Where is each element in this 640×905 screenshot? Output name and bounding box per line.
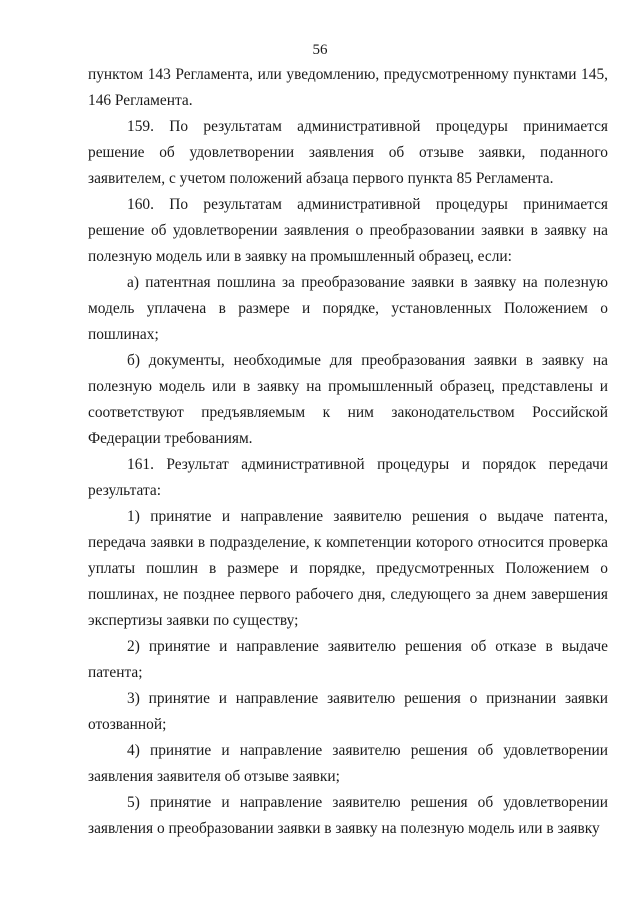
paragraph-161-1: 1) принятие и направление заявителю решения о выдаче патента, передача заявки в подразделение, к компетенции которого относится проверка уплаты пошлин в размере и порядке, предусмотренных Положением о пошлинах, не позднее первого рабочего дня, следующего за днем завершения экспертизы заявки по существу; (88, 508, 608, 629)
paragraph-161: 161. Результат административной процедуры и порядок передачи результата: (88, 456, 608, 499)
paragraph-continuation: пунктом 143 Регламента, или уведомлению, предусмотренному пунктами 145, 146 Регламента. (88, 66, 608, 109)
paragraph-161-4: 4) принятие и направление заявителю решения об удовлетворении заявления заявителя об отзыве заявки; (88, 742, 608, 785)
paragraph-159: 159. По результатам административной процедуры принимается решение об удовлетворении заявления об отзыве заявки, поданного заявителем, с учетом положений абзаца первого пункта 85 Регламента. (88, 118, 608, 187)
paragraph-161-5: 5) принятие и направление заявителю решения об удовлетворении заявления о преобразовании заявки в заявку на полезную модель или в заявку (88, 794, 608, 837)
paragraph-160-a: а) патентная пошлина за преобразование заявки в заявку на полезную модель уплачена в размере и порядке, установленных Положением о пошлинах; (88, 274, 608, 343)
paragraph-161-3: 3) принятие и направление заявителю решения о признании заявки отозванной; (88, 690, 608, 733)
paragraph-160-b: б) документы, необходимые для преобразования заявки в заявку на полезную модель или в заявку на промышленный образец, представлены и соответствуют предъявляемым к ним законодательством Российской Федерации требованиям. (88, 352, 608, 447)
page-number: 56 (312, 42, 328, 58)
document-body (88, 62, 608, 842)
paragraph-160: 160. По результатам административной процедуры принимается решение об удовлетворении заявления о преобразовании заявки в заявку на полезную модель или в заявку на промышленный образец, если: (88, 196, 608, 265)
paragraph-161-2: 2) принятие и направление заявителю решения об отказе в выдаче патента; (88, 638, 608, 681)
